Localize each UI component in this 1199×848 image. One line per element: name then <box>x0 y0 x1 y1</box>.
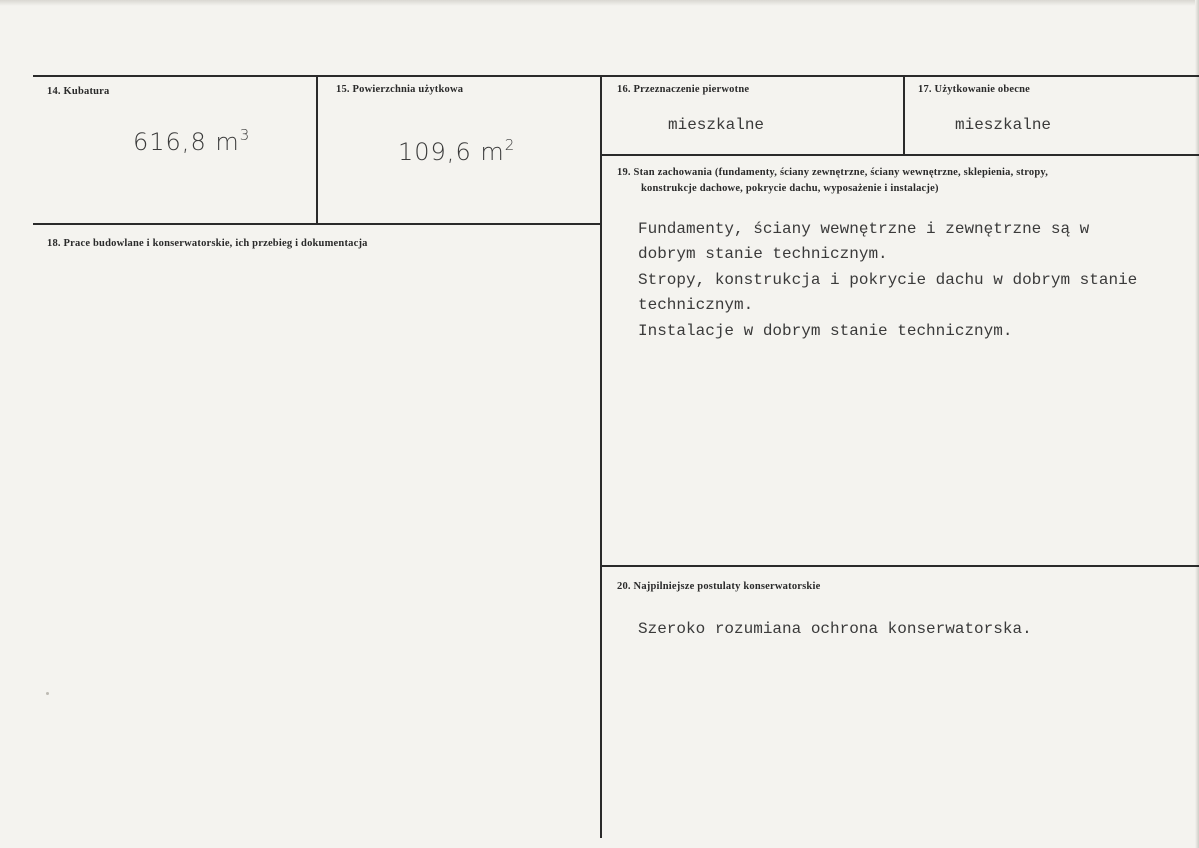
scan-top-edge <box>0 0 1199 6</box>
field-16-label: 16. Przeznaczenie pierwotne <box>617 84 750 95</box>
field-19-text-line-1: Fundamenty, ściany wewnętrzne i zewnętrzne są w <box>638 220 1090 238</box>
grid-line-v2 <box>600 75 602 838</box>
paper-speck <box>46 692 49 695</box>
field-19-label-line-2: konstrukcje dachowe, pokrycie dachu, wyposażenie i instalacje) <box>641 183 939 194</box>
field-16-value: mieszkalne <box>668 116 765 134</box>
field-15-label: 15. Powierzchnia użytkowa <box>336 84 464 95</box>
field-20-value: Szeroko rozumiana ochrona konserwatorska. <box>638 620 1032 638</box>
field-18-label: 18. Prace budowlane i konserwatorskie, ich przebieg i dokumentacja <box>47 238 368 249</box>
field-19-text-line-5: Instalacje w dobrym stanie technicznym. <box>638 322 1013 340</box>
field-15-number: 109,6 m <box>398 138 505 166</box>
field-19-label-line-1: 19. Stan zachowania (fundamenty, ściany zewnętrzne, ściany wewnętrzne, sklepienia, stropy, <box>617 167 1049 178</box>
field-17-label: 17. Użytkowanie obecne <box>918 84 1031 95</box>
field-14-number: 616,8 m <box>133 128 240 156</box>
field-19-text-line-4: technicznym. <box>638 296 754 314</box>
field-15-unit-exponent: 2 <box>504 136 516 154</box>
grid-line-row2 <box>601 154 1199 156</box>
grid-line-row3 <box>601 565 1199 567</box>
field-14-label: 14. Kubatura <box>47 86 110 97</box>
field-20-label: 20. Najpilniejsze postulaty konserwatorskie <box>617 581 821 592</box>
field-14-unit-exponent: 3 <box>239 126 251 144</box>
field-19-text-line-2: dobrym stanie technicznym. <box>638 245 888 263</box>
field-15-value <box>398 136 515 166</box>
field-14-value <box>133 126 250 156</box>
grid-line-v3 <box>903 75 905 155</box>
grid-line-top <box>33 75 1199 77</box>
grid-line-v1 <box>316 75 318 224</box>
scan-right-edge <box>1195 0 1199 848</box>
field-17-value: mieszkalne <box>955 116 1052 134</box>
field-19-text-line-3: Stropy, konstrukcja i pokrycie dachu w dobrym stanie <box>638 271 1138 289</box>
